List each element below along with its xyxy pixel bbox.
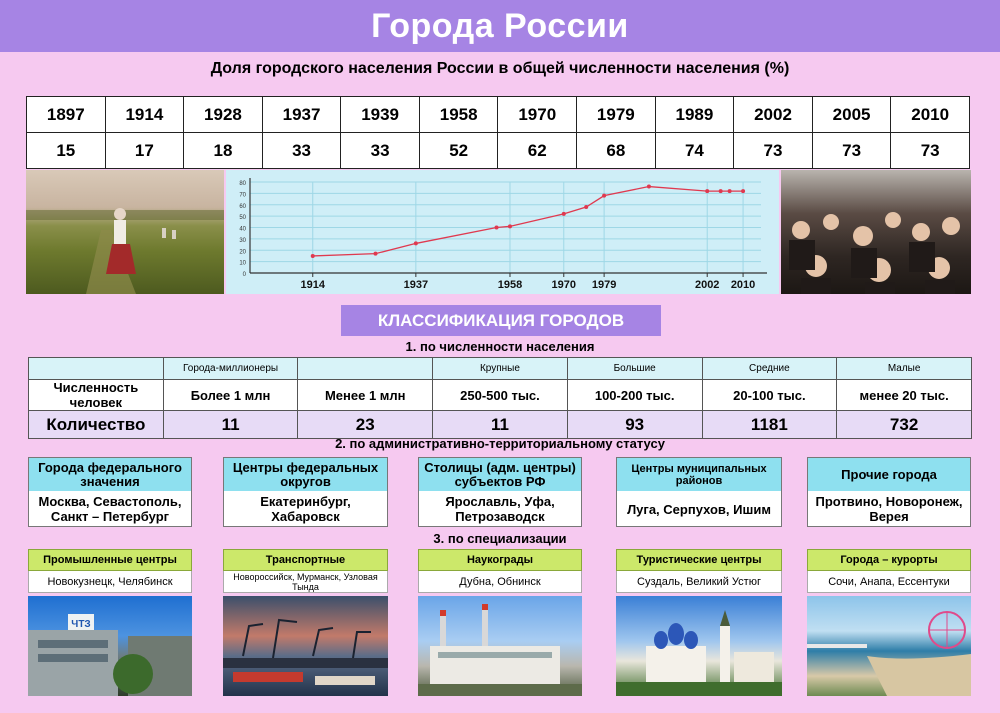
year-cell: 1928 bbox=[184, 97, 263, 133]
spec-head: Туристические центры bbox=[616, 549, 782, 571]
years-row bbox=[27, 97, 970, 133]
values-row bbox=[27, 133, 970, 169]
population-classification-table bbox=[28, 357, 972, 439]
value-cell: 33 bbox=[262, 133, 341, 169]
year-cell: 2002 bbox=[734, 97, 813, 133]
admin-body: Ярославль, Уфа, Петрозаводск bbox=[445, 494, 555, 524]
data-point bbox=[647, 185, 651, 189]
year-cell: 1958 bbox=[419, 97, 498, 133]
x-tick-label: 1970 bbox=[551, 279, 577, 291]
size-header: Крупные bbox=[433, 358, 568, 380]
range-cell: 250-500 тыс. bbox=[433, 380, 568, 411]
admin-municipal-centers bbox=[616, 457, 782, 527]
value-cell: 73 bbox=[812, 133, 891, 169]
count-cell: 732 bbox=[837, 411, 972, 439]
count-cell: 93 bbox=[567, 411, 702, 439]
year-cell: 1979 bbox=[577, 97, 656, 133]
admin-head: Города федерального значения bbox=[29, 458, 191, 491]
industrial-photo bbox=[28, 596, 192, 696]
title-bar bbox=[0, 0, 1000, 52]
data-point bbox=[495, 226, 499, 230]
transport-photo bbox=[223, 596, 388, 696]
admin-federal-district-centers bbox=[223, 457, 388, 527]
value-cell: 52 bbox=[419, 133, 498, 169]
count-cell: 1181 bbox=[702, 411, 837, 439]
y-tick-label: 30 bbox=[239, 237, 246, 244]
value-cell: 17 bbox=[105, 133, 184, 169]
chart-subtitle: Доля городского населения России в общей численности населения (%) bbox=[210, 60, 790, 77]
spec-head: Промышленные центры bbox=[28, 549, 192, 571]
value-cell: 73 bbox=[891, 133, 970, 169]
admin-body: Екатеринбург, Хабаровск bbox=[260, 494, 351, 524]
section-3-label: 3. по специализации bbox=[433, 531, 567, 546]
spec-head: Транспортные bbox=[223, 549, 388, 571]
data-point bbox=[741, 189, 745, 193]
church-illustration bbox=[616, 596, 782, 696]
factory-illustration bbox=[28, 596, 192, 696]
range-cell: Менее 1 млн bbox=[298, 380, 433, 411]
value-cell: 73 bbox=[734, 133, 813, 169]
value-cell: 15 bbox=[27, 133, 106, 169]
spec-body: Сочи, Анапа, Ессентуки bbox=[807, 571, 971, 593]
spec-body: Новокузнецк, Челябинск bbox=[28, 571, 192, 593]
tourism-photo bbox=[616, 596, 782, 696]
value-cell: 18 bbox=[184, 133, 263, 169]
factory-logo-text: ЧТЗ bbox=[71, 619, 91, 630]
urban-share-table bbox=[26, 96, 970, 169]
spec-head: Наукограды bbox=[418, 549, 582, 571]
admin-other-cities bbox=[807, 457, 971, 527]
page-title: Города России bbox=[371, 6, 629, 45]
power-plant-illustration bbox=[418, 596, 582, 696]
spec-body: Новороссийск, Мурманск, Узловая Тында bbox=[223, 571, 388, 593]
countryside-illustration bbox=[26, 170, 224, 294]
size-header: Большие bbox=[567, 358, 702, 380]
beach-illustration bbox=[807, 596, 971, 696]
admin-body: Протвино, Новоронеж, Верея bbox=[815, 494, 963, 524]
y-tick-label: 20 bbox=[239, 249, 246, 256]
range-cell: 100-200 тыс. bbox=[567, 380, 702, 411]
x-tick-label: 1979 bbox=[591, 279, 617, 291]
size-count-row bbox=[29, 411, 972, 439]
classification-title: КЛАССИФИКАЦИЯ ГОРОДОВ bbox=[341, 305, 661, 336]
year-cell: 1939 bbox=[341, 97, 420, 133]
y-tick-label: 40 bbox=[239, 226, 246, 233]
y-tick-label: 80 bbox=[239, 181, 246, 187]
x-tick-label: 1914 bbox=[300, 279, 325, 291]
spec-resort bbox=[807, 549, 971, 696]
y-tick-label: 60 bbox=[239, 203, 246, 210]
data-point bbox=[728, 189, 732, 193]
spec-tourism bbox=[616, 549, 782, 696]
year-cell: 2005 bbox=[812, 97, 891, 133]
crowd-photo bbox=[781, 170, 971, 294]
size-header-row bbox=[29, 358, 972, 380]
admin-body: Луга, Серпухов, Ишим bbox=[627, 501, 771, 517]
y-tick-label: 50 bbox=[239, 215, 246, 222]
year-cell: 1897 bbox=[27, 97, 106, 133]
size-range-row bbox=[29, 380, 972, 411]
spec-body: Дубна, Обнинск bbox=[418, 571, 582, 593]
value-cell: 68 bbox=[577, 133, 656, 169]
spec-industrial bbox=[28, 549, 192, 696]
y-tick-label: 70 bbox=[239, 192, 246, 199]
section-1-label: 1. по численности населения bbox=[405, 339, 595, 354]
admin-head: Прочие города bbox=[808, 458, 970, 491]
data-point bbox=[508, 224, 512, 228]
data-point bbox=[584, 205, 588, 209]
count-cell: 11 bbox=[163, 411, 298, 439]
data-point bbox=[562, 212, 566, 216]
data-point bbox=[374, 252, 378, 256]
size-header bbox=[298, 358, 433, 380]
data-point bbox=[705, 189, 709, 193]
admin-head: Центры муниципальных районов bbox=[617, 458, 781, 491]
admin-subject-capitals bbox=[418, 457, 582, 527]
data-point bbox=[414, 241, 418, 245]
count-cell: 11 bbox=[433, 411, 568, 439]
data-point bbox=[311, 254, 315, 258]
size-header: Города-миллионеры bbox=[163, 358, 298, 380]
y-tick-label: 10 bbox=[239, 260, 246, 267]
range-cell: Более 1 млн bbox=[163, 380, 298, 411]
y-tick-label: 0 bbox=[242, 272, 246, 278]
science-city-photo bbox=[418, 596, 582, 696]
data-point bbox=[602, 194, 606, 198]
x-tick-label: 1958 bbox=[497, 279, 523, 291]
x-tick-label: 2002 bbox=[694, 279, 720, 291]
resort-photo bbox=[807, 596, 971, 696]
count-cell: 23 bbox=[298, 411, 433, 439]
value-cell: 62 bbox=[498, 133, 577, 169]
urban-share-chart bbox=[226, 170, 779, 294]
admin-head: Столицы (адм. центры) субъектов РФ bbox=[419, 458, 581, 491]
value-cell: 33 bbox=[341, 133, 420, 169]
year-cell: 1970 bbox=[498, 97, 577, 133]
x-tick-label: 1937 bbox=[403, 279, 429, 291]
admin-federal-cities bbox=[28, 457, 192, 527]
x-tick-label: 2010 bbox=[730, 279, 756, 291]
data-point bbox=[719, 189, 723, 193]
row-label-count: Количество bbox=[29, 411, 164, 439]
crowd-illustration bbox=[781, 170, 971, 294]
series-line bbox=[313, 187, 743, 256]
admin-body: Москва, Севастополь, Санкт – Петербург bbox=[38, 494, 182, 524]
range-cell: 20-100 тыс. bbox=[702, 380, 837, 411]
size-header: Средние bbox=[702, 358, 837, 380]
size-header: Малые bbox=[837, 358, 972, 380]
port-illustration bbox=[223, 596, 388, 696]
year-cell: 2010 bbox=[891, 97, 970, 133]
section-2-label: 2. по административно-территориальному статусу bbox=[335, 436, 665, 451]
spec-science bbox=[418, 549, 582, 696]
range-cell: менее 20 тыс. bbox=[837, 380, 972, 411]
row-label-population: Численность человек bbox=[29, 380, 164, 411]
line-chart bbox=[226, 170, 779, 294]
admin-head: Центры федеральных округов bbox=[224, 458, 387, 491]
spec-transport bbox=[223, 549, 388, 696]
spec-head: Города – курорты bbox=[807, 549, 971, 571]
year-cell: 1937 bbox=[262, 97, 341, 133]
spec-body: Суздаль, Великий Устюг bbox=[616, 571, 782, 593]
header-empty-cell bbox=[29, 358, 164, 380]
countryside-photo bbox=[26, 170, 224, 294]
year-cell: 1914 bbox=[105, 97, 184, 133]
year-cell: 1989 bbox=[655, 97, 734, 133]
value-cell: 74 bbox=[655, 133, 734, 169]
